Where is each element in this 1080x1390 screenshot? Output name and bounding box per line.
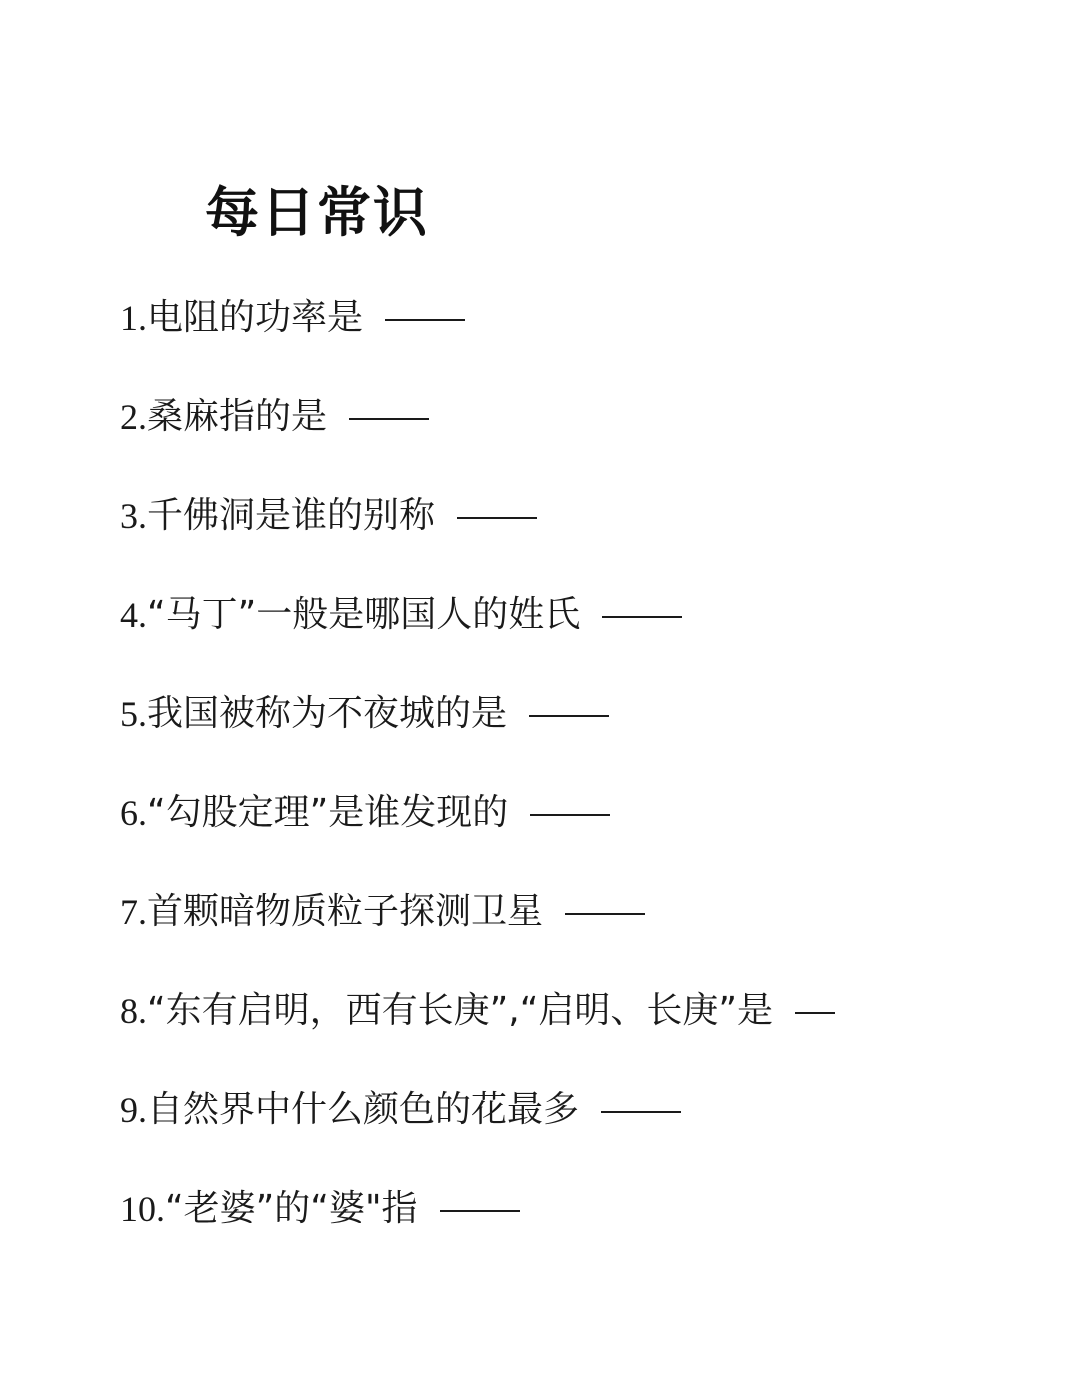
answer-blank-line (529, 715, 609, 717)
answer-blank-line (349, 418, 429, 420)
page-title: 每日常识 (205, 181, 429, 244)
question-text: 我国被称为不夜城的是 (147, 693, 508, 734)
answer-blank-line (440, 1210, 520, 1212)
question-text: 电阻的功率是 (147, 297, 364, 338)
question-item (120, 486, 835, 585)
question-number: 7. (120, 892, 147, 932)
question-item (120, 684, 835, 783)
question-item (120, 288, 835, 387)
question-number: 10. (120, 1189, 165, 1229)
question-number: 4. (120, 595, 147, 635)
question-number: 5. (120, 694, 147, 734)
answer-blank-line (385, 319, 465, 321)
answer-blank-line (565, 913, 645, 915)
question-text: 首颗暗物质粒子探测卫星 (147, 891, 544, 932)
question-item (120, 981, 835, 1080)
question-number: 9. (120, 1090, 147, 1130)
question-number: 1. (120, 298, 147, 338)
answer-blank-line (602, 616, 682, 618)
question-item (120, 387, 835, 486)
question-text: 千佛洞是谁的别称 (147, 495, 436, 536)
question-item (120, 585, 835, 684)
answer-blank-line (530, 814, 610, 816)
question-text: 自然界中什么颜色的花最多 (147, 1089, 580, 1130)
question-text: “东有启明，西有长庚”,“启明、长庚”是 (147, 990, 774, 1031)
question-text: “马丁”一般是哪国人的姓氏 (147, 594, 581, 635)
question-number: 3. (120, 496, 147, 536)
question-number: 6. (120, 793, 147, 833)
answer-blank-line (601, 1111, 681, 1113)
question-item (120, 783, 835, 882)
question-text: “老婆”的“婆"指 (165, 1188, 418, 1229)
question-item (120, 1179, 835, 1278)
answer-blank-line (795, 1012, 835, 1014)
question-number: 2. (120, 397, 147, 437)
question-number: 8. (120, 991, 147, 1031)
answer-blank-line (457, 517, 537, 519)
question-text: 桑麻指的是 (147, 396, 328, 437)
question-list (120, 288, 835, 1278)
question-item (120, 1080, 835, 1179)
question-item (120, 882, 835, 981)
question-text: “勾股定理”是谁发现的 (147, 792, 509, 833)
